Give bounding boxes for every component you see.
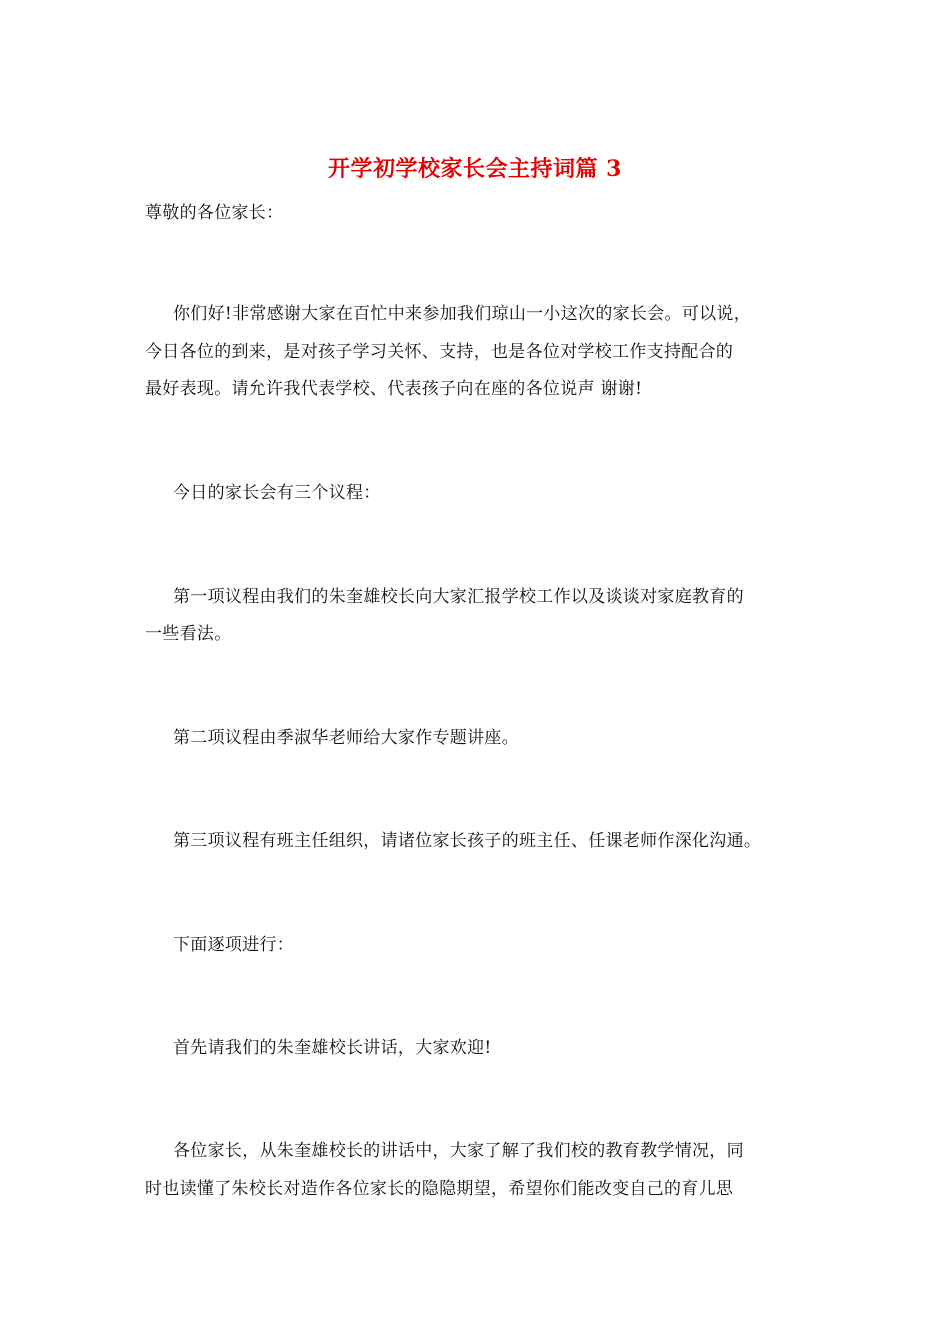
paragraph-line: 首先请我们的朱奎雄校长讲话，大家欢迎! <box>173 1038 492 1058</box>
paragraph-line: 最好表现。请允许我代表学校、代表孩子向在座的各位说声 谢谢! <box>145 379 643 399</box>
paragraph-line: 下面逐项进行： <box>173 935 295 955</box>
paragraph-line: 第一项议程由我们的朱奎雄校长向大家汇报学校工作以及谈谈对家庭教育的 <box>173 587 744 607</box>
paragraph-line: 时也读懂了朱校长对造作各位家长的隐隐期望，希望你们能改变自己的育儿思 <box>145 1179 734 1199</box>
paragraph-line: 第三项议程有班主任组织，请诸位家长孩子的班主任、任课老师作深化沟通。 <box>173 831 762 851</box>
paragraph-line: 今日各位的到来，是对孩子学习关怀、支持，也是各位对学校工作支持配合的 <box>145 342 734 362</box>
salutation: 尊敬的各位家长： <box>145 203 284 223</box>
paragraph-line: 今日的家长会有三个议程： <box>173 483 381 503</box>
paragraph-line: 第二项议程由季淑华老师给大家作专题讲座。 <box>173 728 519 748</box>
paragraph-line: 一些看法。 <box>145 624 232 644</box>
paragraph-line: 各位家长，从朱奎雄校长的讲话中，大家了解了我们校的教育教学情况，同 <box>173 1141 744 1161</box>
document-title: 开学初学校家长会主持词篇 3 <box>328 156 622 182</box>
paragraph-line: 你们好!非常感谢大家在百忙中来参加我们琼山一小这次的家长会。可以说， <box>173 304 752 324</box>
